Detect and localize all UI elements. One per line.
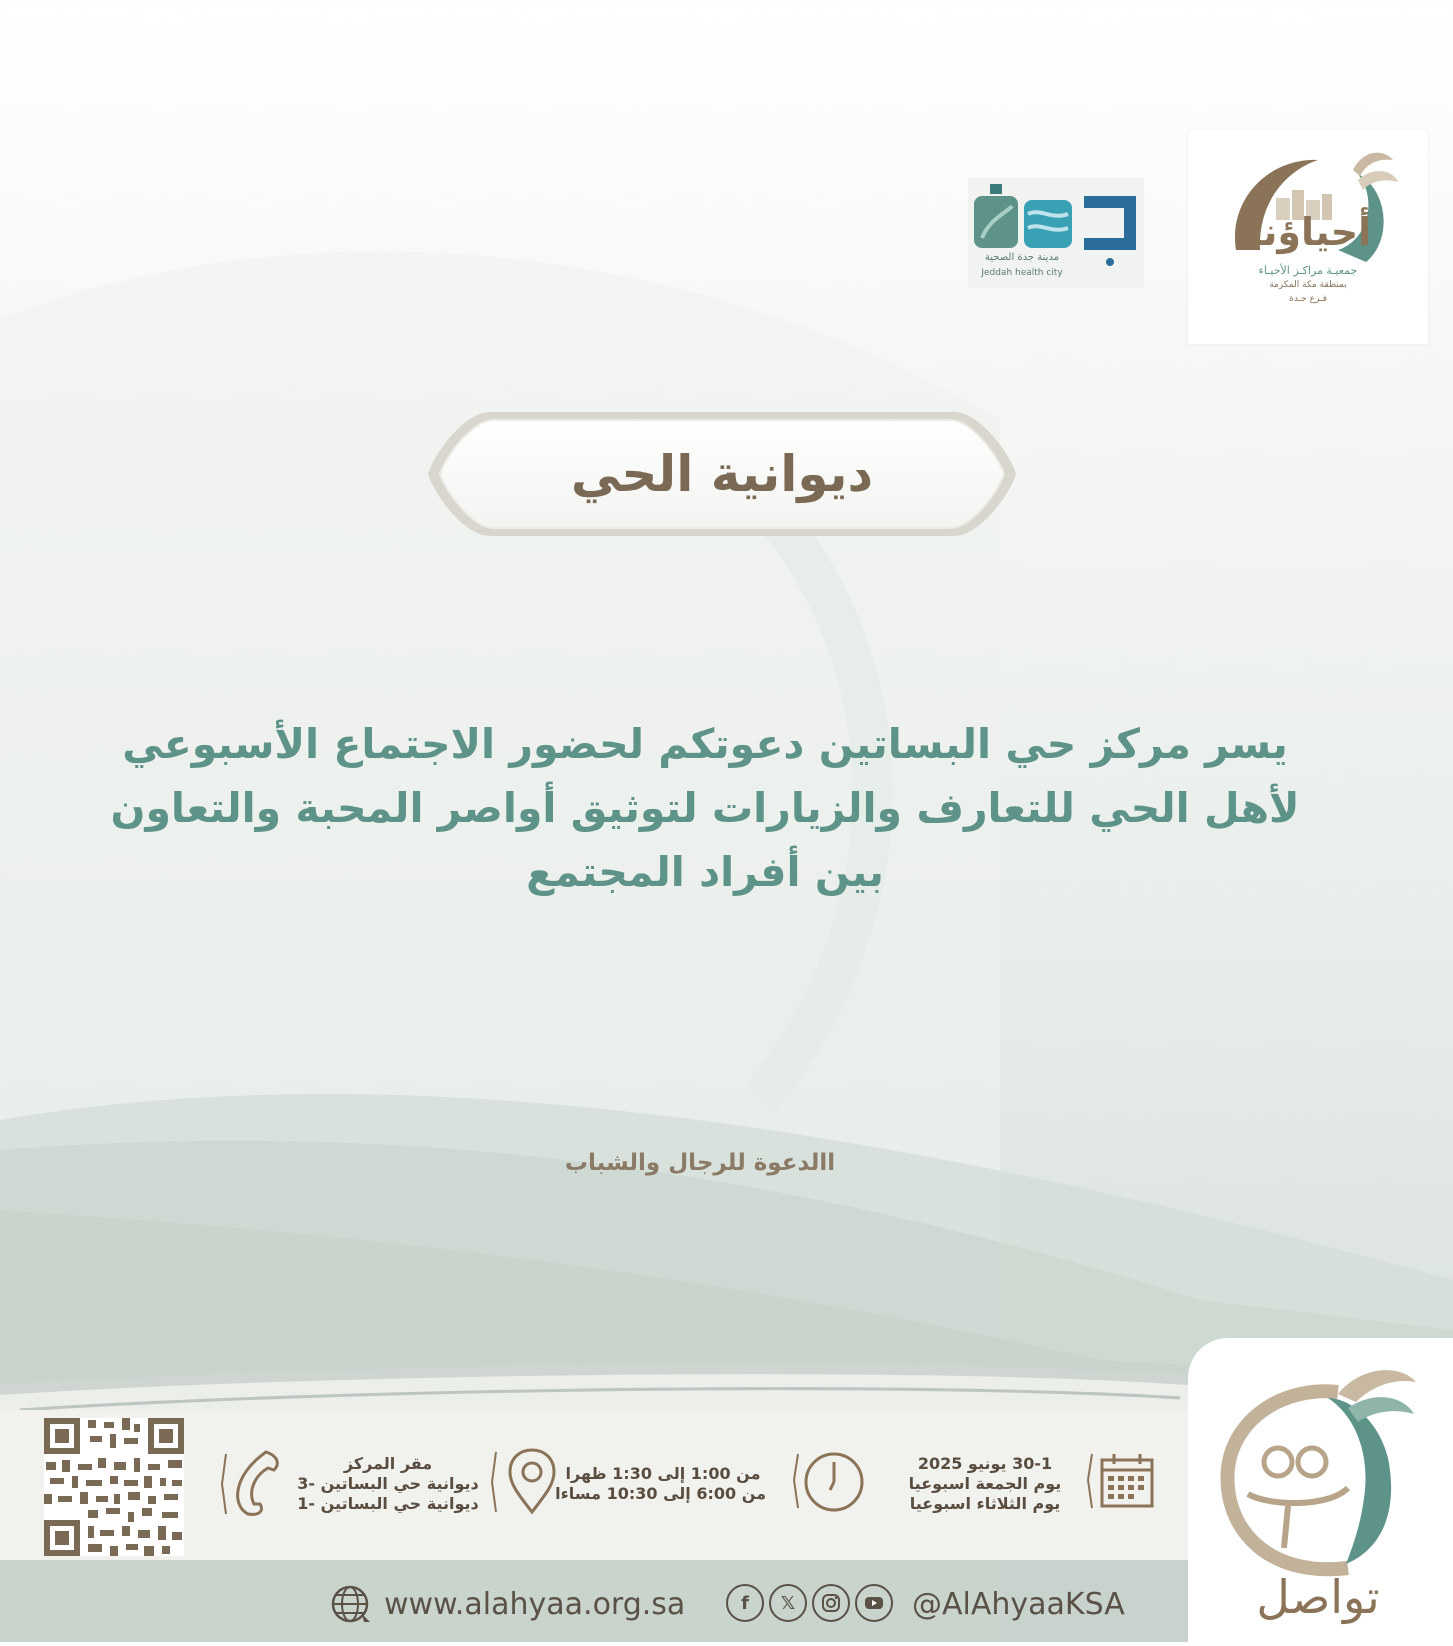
tawasol-wordmark: تواصل: [1256, 1570, 1380, 1624]
jeddah-english-text: Jeddah health city: [981, 268, 1063, 278]
message-line-1: يسر مركز حي البساتين دعوتكم لحضور الاجتماع الأسبوعي: [122, 720, 1288, 768]
location-info: [290, 1454, 486, 1514]
clock-icon: [790, 1448, 870, 1516]
date-friday: يوم الجمعة اسبوعيا: [908, 1474, 1062, 1493]
alahyaa-logo: [1188, 130, 1428, 344]
date-tuesday: يوم الثلاثاء اسبوعيا: [909, 1494, 1061, 1513]
location-pin-icon: [488, 1444, 560, 1520]
instagram-icon[interactable]: [812, 1584, 850, 1622]
jeddah-health-city-logo: [968, 178, 1144, 288]
globe-icon[interactable]: [330, 1584, 372, 1626]
alahyaa-wordmark: أحياؤنا: [1248, 210, 1372, 254]
jeddah-arabic-text: مدينة جدة الصحية: [984, 252, 1060, 263]
phone-icon: [218, 1446, 288, 1520]
time-info: [555, 1464, 766, 1504]
location-headquarters: مقر المركز: [343, 1454, 433, 1473]
youtube-icon[interactable]: [855, 1584, 893, 1622]
message-line-2: لأهل الحي للتعارف والزيارات لتوثيق أواصر المحبة والتعاون: [110, 784, 1300, 832]
time-noon: من 1:00 إلى 1:30 ظهرا: [565, 1464, 761, 1483]
date-info: [890, 1454, 1080, 1514]
calendar-icon: [1086, 1448, 1158, 1514]
qr-code: [44, 1418, 184, 1556]
location-diwaniya-1: ديوانية حي البساتين -1: [297, 1494, 479, 1513]
social-handle[interactable]: @AlAhyaaKSA: [912, 1587, 1125, 1622]
invite-audience: االدعوة للرجال والشباب: [564, 1150, 836, 1176]
x-icon[interactable]: 𝕏: [769, 1584, 807, 1622]
alahyaa-subtitle-3: فـرع جـدة: [1289, 294, 1327, 304]
invitation-message: [110, 712, 1300, 904]
facebook-icon[interactable]: f: [726, 1584, 764, 1622]
page-title: ديوانية الحي: [570, 445, 874, 503]
website-link[interactable]: www.alahyaa.org.sa: [384, 1587, 686, 1622]
time-evening: من 6:00 إلى 10:30 مساءا: [555, 1484, 766, 1503]
date-range: 30-1 يونيو 2025: [917, 1454, 1053, 1473]
alahyaa-subtitle-1: جمعيـة مراكـز الأحيـاء: [1258, 264, 1358, 277]
message-line-3: بين أفراد المجتمع: [526, 848, 884, 896]
location-diwaniya-3: ديوانية حي البساتين -3: [297, 1474, 479, 1493]
alahyaa-subtitle-2: بمنطقة مكة المكرمة: [1269, 280, 1347, 290]
